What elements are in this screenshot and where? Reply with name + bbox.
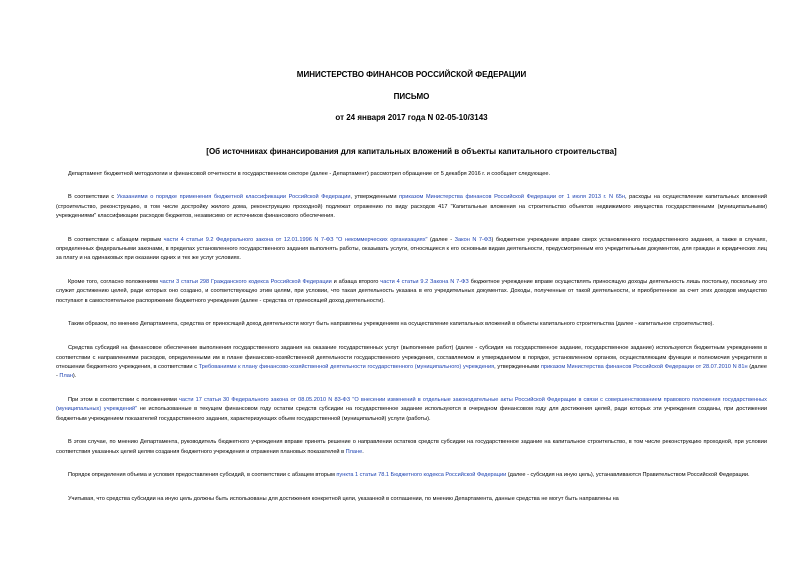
paragraph-10 — [56, 495, 767, 504]
paragraph-text: В этом случае, по мнению Департамента, руководитель бюджетного учреждения вправе принять решение о направлении остатков средств субсидии на государственное задание на капитальное строительство, в том числе реконструкцию проходной, при условии соответствия указанных целей целям создания бюджетного учреждения и отражения плановых показателей в — [56, 439, 767, 455]
link-civil-code-art-298[interactable]: части 3 статьи 298 Гражданского кодекса Российской Федерации — [159, 279, 332, 286]
link-law-7fz-art-9-2-part-4[interactable]: части 4 статьи 9.2 Закона N 7-ФЗ — [380, 279, 469, 286]
link-budget-classification-instructions[interactable]: Указаниями о порядке применения бюджетной классификации Российской Федерации — [116, 194, 351, 201]
paragraph-9 — [56, 471, 767, 480]
paragraph-1 — [56, 170, 767, 179]
paragraph-text: Порядок определения объема и условия предоставления субсидий, в соответствии с абзацем вторым — [68, 472, 337, 479]
paragraph-text: Средства субсидий на финансовое обеспечение выполнения государственного задания на оказание государственных услуг (выполнение работ) (далее - субсидия на государственное задание, государственное задание) используются бюджетным учреждением в соответствии с направлениями расходов, определенными им в плане финансово-хозяйственной деятельности государственного учреждения, составляемом и утверждаемом в порядке, установленном органом, осуществляющим функции и полномочия учредителя в отношении бюджетного учреждения, в соответствии с — [56, 345, 767, 370]
paragraph-text: (далее - субсидия на иную цель), устанавливаются Правительством Российской Федерации. — [506, 472, 750, 479]
paragraph-5 — [56, 320, 767, 329]
paragraph-text: ). — [72, 373, 77, 380]
paragraph-text: Кроме того, согласно положениям — [68, 279, 160, 286]
paragraph-text: В соответствии с — [68, 194, 117, 201]
link-law-83fz-art-30[interactable]: части 17 статьи 30 Федерального закона от 08.05.2010 N 83-ФЗ "О внесении изменений в отдельные законодательные акты Российской Федерации в связи с совершенствованием правового положения государственных (муниципальных) учреждений" — [56, 396, 767, 413]
paragraph-text: (далее - — [56, 363, 767, 380]
paragraph-text: бюджетное учреждение вправе осуществлять приносящую доходы деятельность лишь постольку, поскольку это служит достижению целей, ради которых оно создано, и соответствующую этим целям, при условии, что такая деятельность указана в его учредительных документах. Доходы, полученные от такой деятельности, и приобретенное за счет этих доходов имущество поступают в самостоятельное распоряжение бюджетного учреждения (далее - средства от приносящей доход деятельности). — [56, 279, 767, 304]
document-subject: [Об источниках финансирования для капитальных вложений в объекты капитального строительства] — [206, 147, 617, 156]
paragraph-text: , утвержденными — [494, 363, 541, 370]
link-plan[interactable]: План — [59, 373, 73, 380]
link-plan[interactable]: Плане — [345, 448, 363, 455]
paragraph-4 — [56, 278, 767, 306]
paragraph-text: и абзаца второго — [331, 279, 381, 286]
paragraph-text: . — [362, 448, 364, 455]
link-law-7fz-art-9-2[interactable]: части 4 статьи 9.2 Федерального закона от 12.01.1996 N 7-ФЗ "О некоммерческих организациях" — [163, 236, 428, 243]
paragraph-text: Учитывая, что средства субсидии на иную цель должны быть использованы для достижения конкретной цели, указанной в соглашении, по мнению Департамента, данные средства не могут быть направлены на — [68, 496, 619, 503]
paragraph-3 — [56, 236, 767, 264]
paragraph-text: , утвержденными — [350, 194, 400, 201]
link-minfin-order-65n[interactable]: приказом Министерства финансов Российской Федерации от 1 июля 2013 г. N 65н — [399, 194, 626, 201]
paragraph-text: Департамент бюджетной методологии и финансовой отчетности в государственном секторе (далее - Департамент) рассмотрел обращение от 5 декабря 2016 г. и сообщает следующее. — [68, 171, 551, 177]
paragraph-7 — [56, 396, 767, 424]
paragraph-2 — [56, 193, 767, 221]
ministry-title: МИНИСТЕРСТВО ФИНАНСОВ РОССИЙСКОЙ ФЕДЕРАЦИИ — [296, 70, 527, 79]
paragraph-text: ) бюджетное учреждение вправе сверх установленного государственного задания, а также в случаях, определенных федеральными законами, в пределах установленного государственного задания выполнять работы, оказывать услуги, относящиеся к его основным видам деятельности, предусмотренным его учредительным документом, для граждан и юридических лиц за плату и на одинаковых при оказании одних и тех же услуг условиях. — [56, 236, 768, 262]
link-minfin-order-81n[interactable]: приказом Министерства финансов Российской Федерации от 28.07.2010 N 81н — [540, 363, 748, 370]
paragraph-text: В соответствии с абзацем первым — [68, 236, 164, 243]
link-plan-requirements[interactable]: Требованиями к плану финансово-хозяйственной деятельности государственного (муниципального) учреждения — [198, 363, 495, 370]
paragraph-6 — [56, 344, 767, 381]
paragraph-text: не использованные в текущем финансовом году остатки средств субсидии на государственное задание используются в очередном финансовом году для достижения целей, ради которых эти учреждения созданы, при достижении бюджетным учреждением показателей государственного задания, характеризующих объем государственной (муниципальной) услуги (работы). — [56, 406, 767, 422]
paragraph-text: Таким образом, по мнению Департамента, средства от приносящей доход деятельности могут быть направлены учреждением на осуществление капитальных вложений в объекты капитального строительства (далее - капитальное строительство). — [68, 321, 714, 328]
paragraph-text: (далее - — [427, 236, 455, 243]
link-law-7fz[interactable]: Закон N 7-ФЗ — [454, 236, 492, 243]
document-type: ПИСЬМО — [393, 92, 430, 101]
paragraph-8 — [56, 438, 767, 457]
paragraph-text: , расходы на осуществление капитальных вложений (строительство, реконструкцию, в том числе достройку жилого дома, реконструкцию проходной) подлежат отражению по виду расходов 417 "Капитальные вложения на строительство объектов недвижимого имущества государственными (муниципальными) учреждениями" классификации расходов бюджетов, независимо от источников финансового обеспечения. — [56, 194, 768, 219]
paragraph-text: При этом в соответствии с положениями — [68, 396, 179, 403]
link-budget-code-art-78-1[interactable]: пункта 1 статьи 78.1 Бюджетного кодекса Российской Федерации — [336, 472, 507, 479]
document-date-number: от 24 января 2017 года N 02-05-10/3143 — [335, 113, 488, 122]
